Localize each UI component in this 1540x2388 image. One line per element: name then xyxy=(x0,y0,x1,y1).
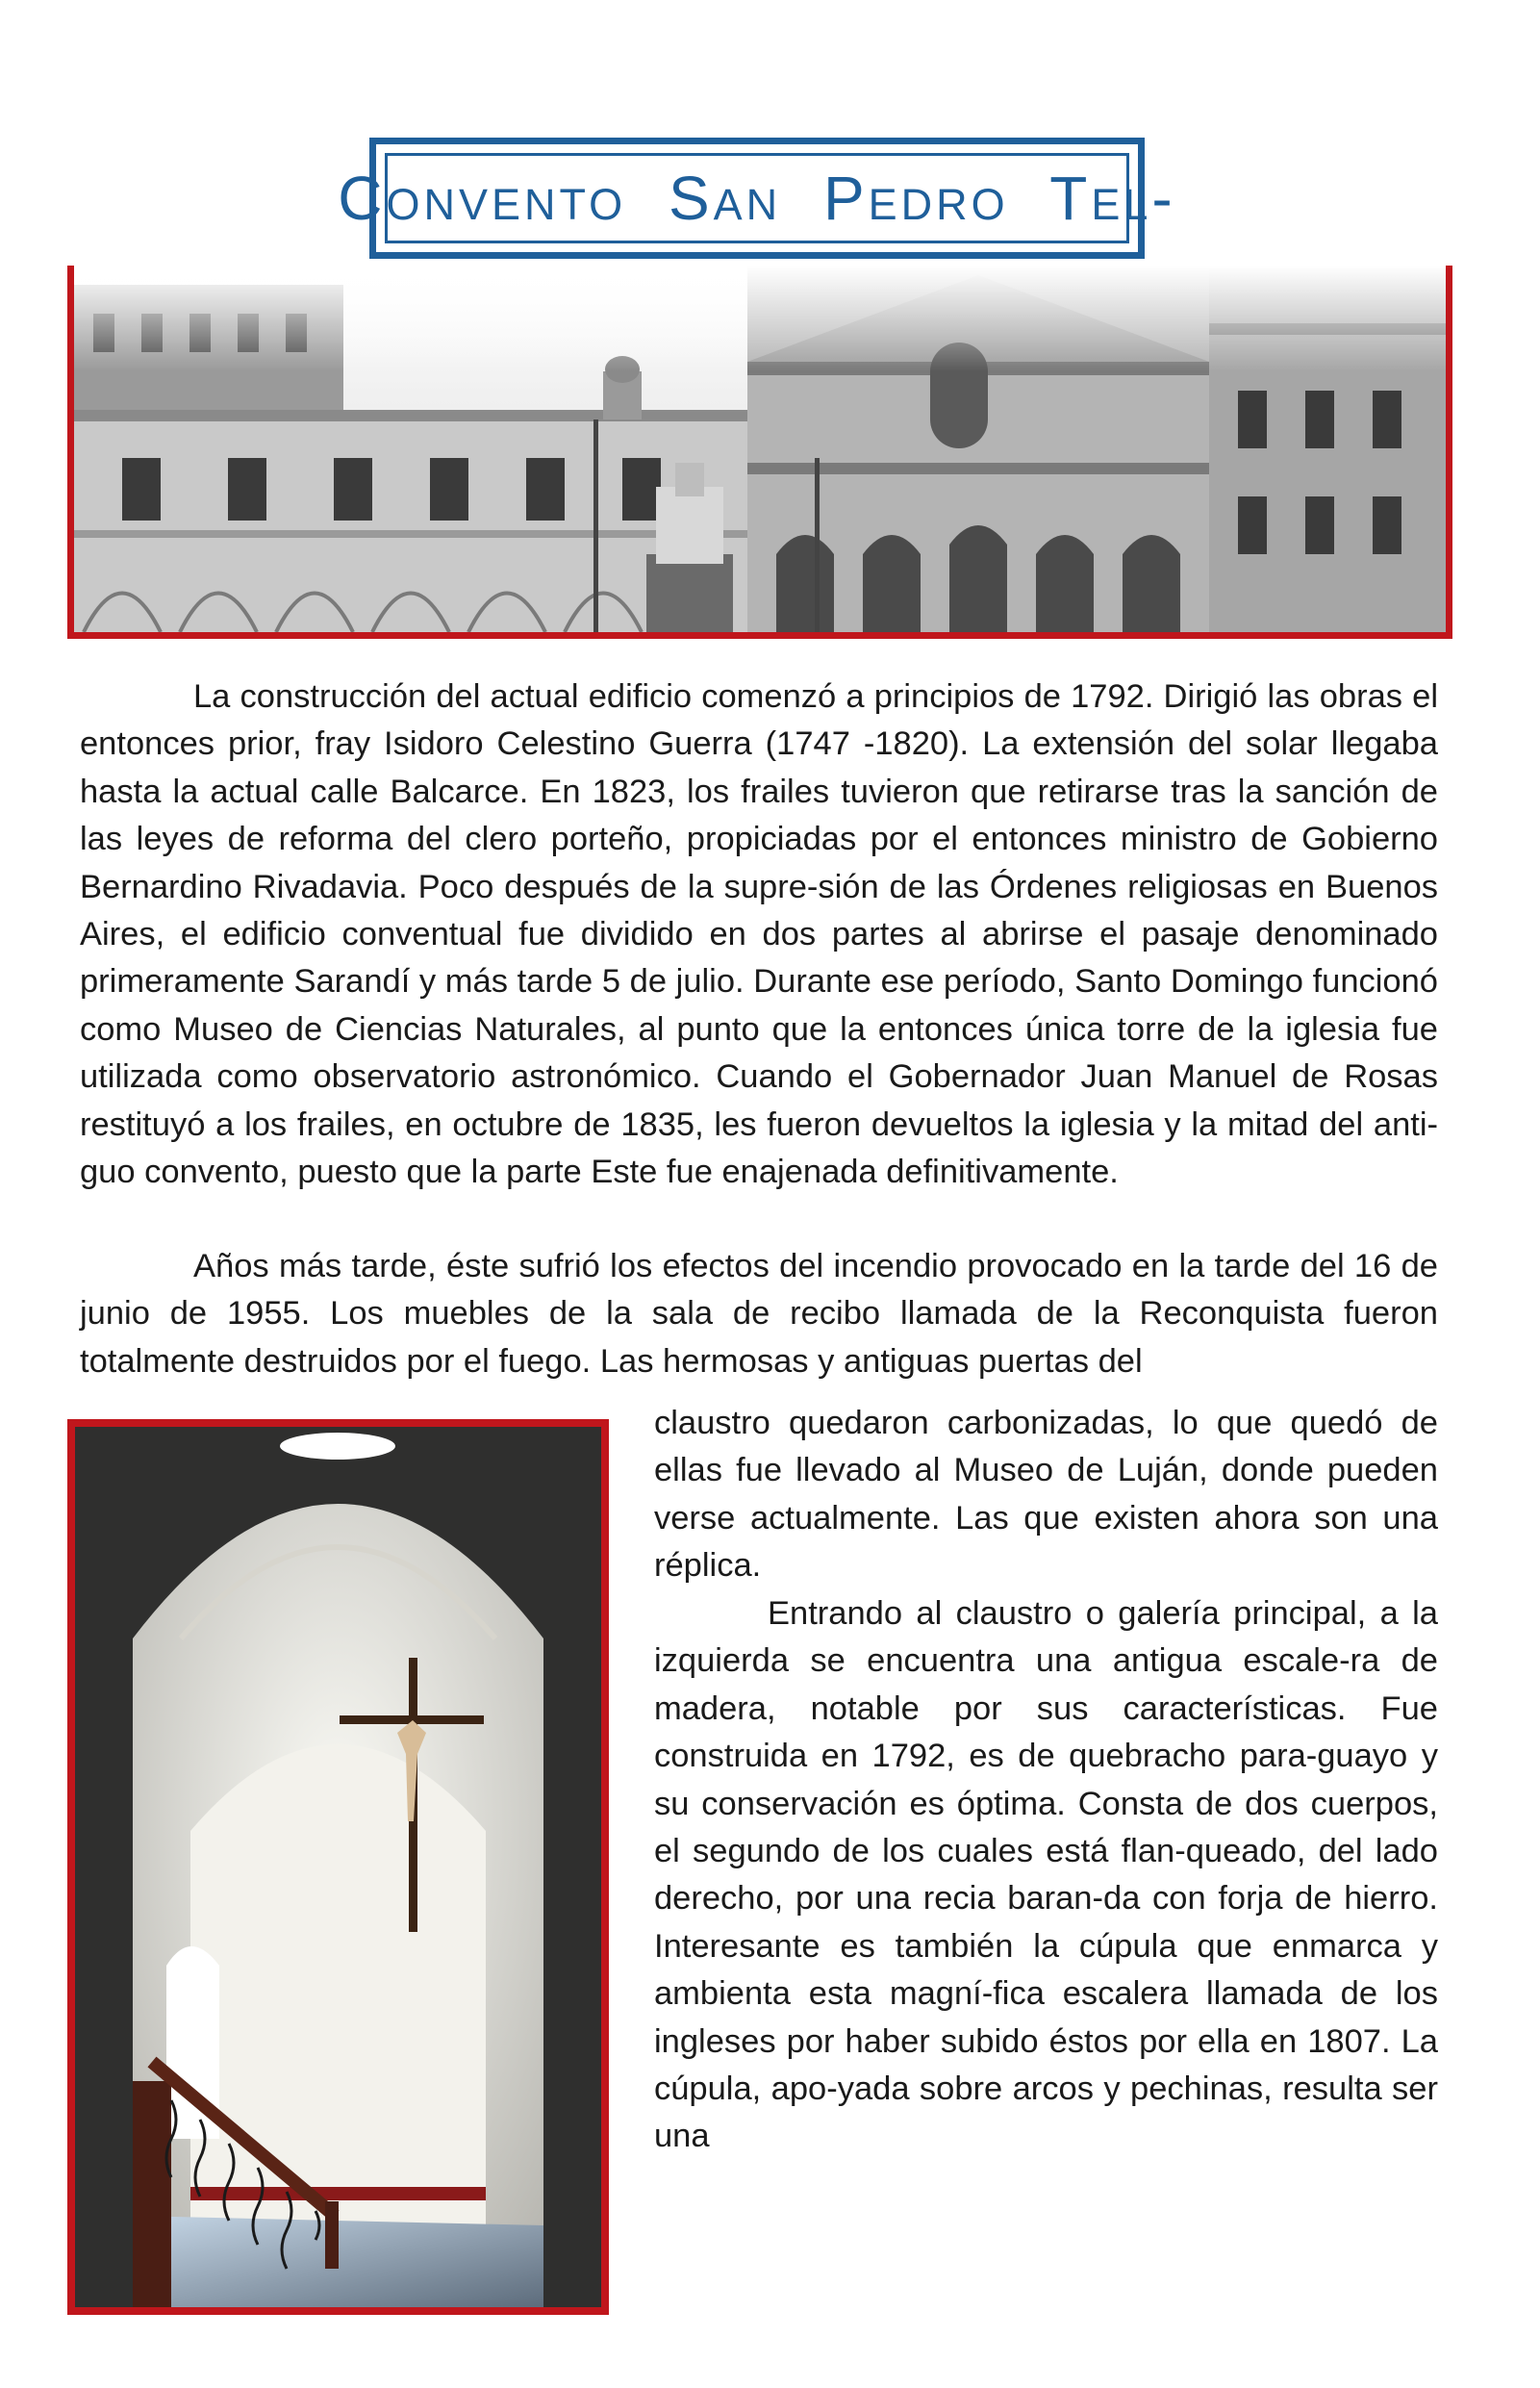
church-photo-graphic xyxy=(74,266,1446,632)
title-inner-frame xyxy=(338,153,1176,243)
staircase-photo-graphic xyxy=(75,1427,601,2307)
top-photo xyxy=(67,266,1452,639)
bottom-photo xyxy=(67,1419,609,2315)
paragraph-doors: claustro quedaron carbonizadas, lo que quedó de ellas fue llevado al Museo de Luján, donde pueden verse actualmente. Las que existen ahora son una réplica. xyxy=(654,1405,1438,1585)
title-box xyxy=(338,138,1176,259)
paragraph-fire: Años más tarde, éste sufrió los efectos del incendio provocado en la tarde del 16 de junio de 1955. Los muebles de la sala de recibo llamada de la Reconquista fueron totalmente destruidos por el fuego. Las hermosas y antiguas puertas del xyxy=(80,1248,1438,1380)
paragraph-staircase: Entrando al claustro o galería principal, a la izquierda se encuentra una antigua escale-ra de madera, notable por sus características. Fue construida en 1792, es de quebracho para-guayo y su conservación es óptima. Consta de dos cuerpos, el segundo de los cuales está flan-queado, del lado derecho, por una recia baran-da con forja de hierro. Interesante es también la cúpula que enmarca y ambienta esta magní-fica escalera llamada de los ingleses por haber subido éstos por ella en 1807. La cúpula, apo-yada sobre arcos y pechinas, resulta ser una xyxy=(654,1595,1438,2155)
paragraph-construction: La construcción del actual edificio comenzó a principios de 1792. Dirigió las obras el entonces prior, fray Isidoro Celestino Guerra (1747 -1820). La extensión del solar llegaba hasta la actual calle Balcarce. En 1823, los frailes tuvieron que retirarse tras la sanción de las leyes de reforma del clero porteño, propiciadas por el entonces ministro de Gobierno Bernardino Rivadavia. Poco después de la supre-sión de las Órdenes religiosas en Buenos Aires, el edificio conventual fue dividido en dos partes al abrirse el pasaje denominado primeramente Sarandí y más tarde 5 de julio. Durante ese período, Santo Domingo funcionó como Museo de Ciencias Naturales, al punto que la entonces única torre de la iglesia fue utilizada como observatorio astronómico. Cuando el Gobernador Juan Manuel de Rosas restituyó a los frailes, en octubre de 1835, les fueron devueltos la iglesia y la mitad del anti-guo convento, puesto que la parte Este fue enajenada definitivamente. xyxy=(80,678,1438,1191)
page-title: Convento San Pedro Tel- xyxy=(338,164,1176,233)
